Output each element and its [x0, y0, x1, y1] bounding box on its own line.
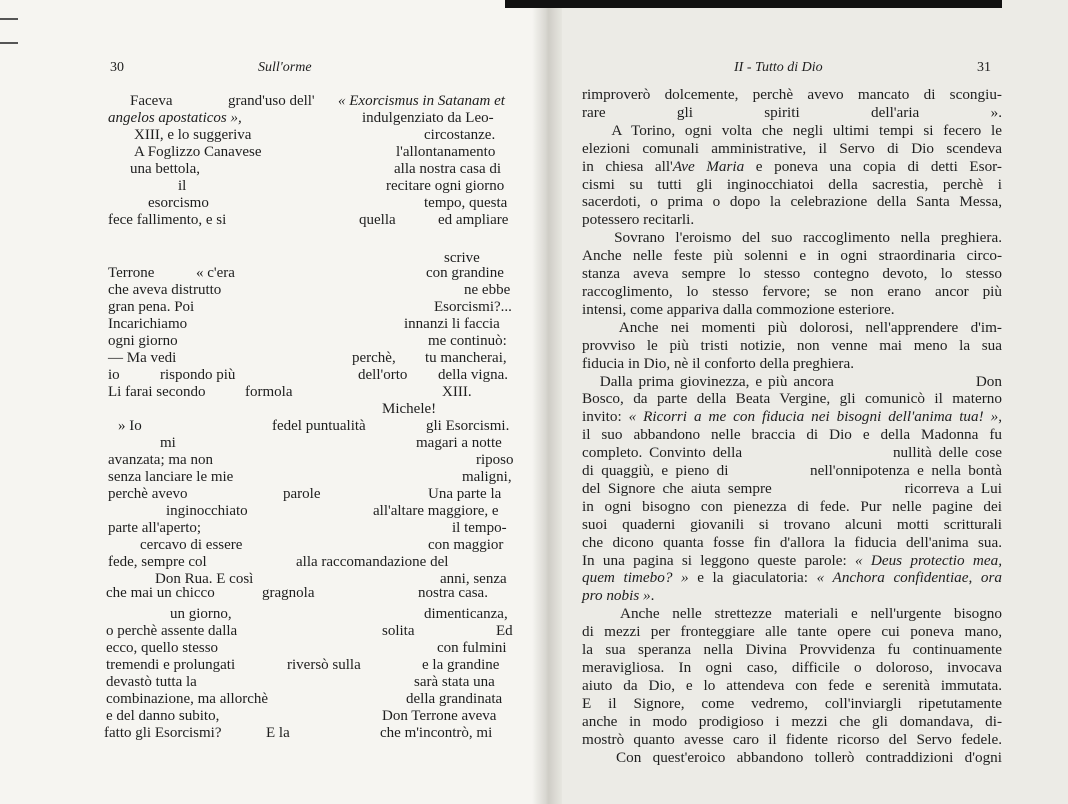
text-line: di quaggiù, e pieno di nell'onnipotenza e nella bontà — [582, 462, 1002, 480]
text-line: elezioni comunali amministrative, il Servo di Dio scendeva — [582, 139, 1002, 157]
text-line: l'allontanamento — [396, 144, 496, 160]
text-line: fiducia in Dio, nè il conforto della preghiera. — [582, 354, 855, 372]
text-line: Bosco, da parte della Beata Vergine, gli comunicò il materno — [582, 390, 1002, 408]
book-gutter — [532, 0, 562, 804]
text-line: sacerdoti, o prima o dopo la celebrazione della Santa Messa, — [582, 193, 1002, 211]
text-line: e del danno subito, — [106, 708, 220, 724]
text-line: A Torino, ogni volta che negli ultimi tempi si fecero le — [582, 121, 1002, 139]
left-page-number: 30 — [110, 60, 124, 75]
text-line: quella — [359, 212, 396, 228]
text-line: tremendi e prolungati — [106, 657, 236, 673]
text-line: « Exorcismus in Satanam et — [338, 93, 505, 109]
text-line: il suo abbandono nelle braccia di Dio e della Madonna fu — [582, 426, 1002, 444]
text-line: che mai un chicco — [106, 585, 215, 601]
text-line: avanzata; ma non — [108, 452, 213, 468]
text-line: circostanze. — [424, 127, 496, 143]
scan-edge-bar — [505, 0, 1002, 8]
text-line: grand'uso dell' — [228, 93, 315, 109]
text-line: raccoglimento, lo stesso fervore; se non erano ancor più — [582, 282, 1002, 300]
text-line: Anche nelle feste più solenni e in ogni straordinaria circo- — [582, 247, 1002, 265]
text-line: della grandinata — [406, 691, 503, 707]
text-line: con maggior — [428, 537, 504, 553]
text-line: Faceva — [130, 93, 173, 109]
text-line: esorcismo — [148, 195, 209, 211]
text-line: potessero recitarli. — [582, 211, 695, 229]
text-line: mi — [160, 435, 176, 451]
text-line: completo. Convinto della nullità delle cose — [582, 444, 1002, 462]
text-line: fedel puntualità — [272, 418, 366, 434]
text-line: rispondo più — [160, 367, 236, 383]
right-running-head: II - Tutto di Dio — [734, 60, 823, 75]
text-line: fece fallimento, e si — [108, 212, 227, 228]
left-running-head: Sull'orme — [258, 60, 312, 75]
text-line: stanza aveva sempre lo stesso contegno devoto, lo stesso — [582, 265, 1002, 283]
text-line: sarà stata una — [414, 674, 495, 690]
text-line: Anche nelle strettezze materiali e nell'urgente bisogno — [582, 605, 1002, 623]
text-line: Una parte la — [428, 486, 502, 502]
text-line: anni, senza — [440, 571, 507, 587]
text-line: che m'incontrò, mi — [380, 725, 493, 741]
text-line: ed ampliare — [438, 212, 509, 228]
text-line: In una pagina si leggono queste parole: « Deus protectio mea, — [582, 551, 1002, 569]
text-line: recitare ogni giorno — [386, 178, 505, 194]
text-line: parte all'aperto; — [108, 520, 202, 536]
text-line: con fulmini — [437, 640, 507, 656]
text-line: del Signore che aiuta sempre ricorreva a Lui — [582, 479, 1002, 497]
text-line: parole — [283, 486, 321, 502]
text-line: dimenticanza, — [424, 606, 508, 622]
text-line: me continuò: — [428, 333, 507, 349]
text-line: — Ma vedi — [108, 350, 177, 366]
text-line: Don Rua. E così — [155, 571, 254, 587]
text-line: ne ebbe — [464, 282, 511, 298]
right-page-text — [582, 86, 1002, 766]
text-line: nostra casa. — [418, 585, 488, 601]
text-line: io — [108, 367, 120, 383]
text-line: di mezzi per fronteggiare alle tante opere cui poneva mano, — [582, 623, 1002, 641]
text-line: la sua speranza nella Divina Provvidenza fu continuamente — [582, 641, 1002, 659]
text-line: E il Signore, come vedremo, coll'inviargli ripetutamente — [582, 694, 1002, 712]
scan-edge-mark — [0, 18, 18, 44]
text-line: anche in modo prodigioso i mezzi che gli domandava, di- — [582, 712, 1002, 730]
text-line: rimproverò dolcemente, perchè avevo mancato di scongiu- — [582, 86, 1002, 103]
text-line: provviso le più tristi notizie, non venne mai meno la sua — [582, 336, 1002, 354]
text-line: che aveva distrutto — [108, 282, 222, 298]
text-line: alla raccomandazione del — [296, 554, 449, 570]
text-line: una bettola, — [130, 161, 200, 177]
text-line: Dalla prima giovinezza, e più ancora Don — [582, 372, 1002, 390]
text-line: ecco, quello stesso — [106, 640, 219, 656]
text-line: Don Terrone aveva — [382, 708, 497, 724]
text-line: all'altare maggiore, e — [373, 503, 499, 519]
text-line: il tempo- — [452, 520, 507, 536]
text-line: maligni, — [462, 469, 512, 485]
text-line: gran pena. Poi — [108, 299, 195, 315]
text-line: gli Esorcismi. — [426, 418, 510, 434]
text-line: inginocchiato — [166, 503, 248, 519]
text-line: senza lanciare le mie — [108, 469, 234, 485]
text-line: meravigliosa. In ogni caso, difficile o doloroso, invocava — [582, 659, 1002, 676]
text-line: solita — [382, 623, 415, 639]
text-line: o perchè assente dalla — [106, 623, 238, 639]
text-line: gragnola — [262, 585, 315, 601]
text-line: tempo, questa — [424, 195, 508, 211]
text-line: perchè avevo — [108, 486, 188, 502]
text-line: mostrò quanto avesse caro il fidente ricorso del Servo fedele. — [582, 730, 1002, 748]
text-line: devastò tutta la — [106, 674, 197, 690]
text-line: in ogni bisogno con pienezza di fede. Pur nelle pagine dei — [582, 497, 1002, 515]
right-page-number: 31 — [977, 60, 991, 75]
text-line: Ed — [496, 623, 513, 639]
text-line: Terrone — [108, 265, 155, 281]
text-line: un giorno, — [170, 606, 232, 622]
text-line: fede, sempre col — [108, 554, 207, 570]
text-line: riposo — [476, 452, 514, 468]
text-line: XIII. — [442, 384, 472, 400]
text-line: della vigna. — [438, 367, 508, 383]
text-line: ogni giorno — [108, 333, 178, 349]
text-line: intensi, come appariva dalla commozione esteriore. — [582, 300, 895, 318]
text-line: Michele! — [382, 401, 437, 417]
text-line: formola — [245, 384, 293, 400]
text-line: in chiesa all'Ave Maria e poneva una copia di detti Esor- — [582, 157, 1002, 175]
text-line: Esorcismi?... — [434, 299, 512, 315]
text-line: Li farai secondo — [108, 384, 206, 400]
text-line: dell'orto — [358, 367, 408, 383]
text-line: il — [178, 178, 187, 194]
text-line: scrive — [444, 250, 480, 266]
text-line: XIII, e lo suggeriva — [134, 127, 252, 143]
text-line: indulgenziato da Leo- — [362, 110, 494, 126]
text-line: invito: « Ricorri a me con fiducia nei bisogni dell'anima tua! », — [582, 408, 1002, 426]
text-line: Incarichiamo — [108, 316, 188, 332]
text-line: angelos apostaticos », — [108, 110, 242, 126]
text-line: innanzi li faccia — [404, 316, 500, 332]
text-line: Anche nei momenti più dolorosi, nell'apprendere d'im- — [582, 318, 1002, 336]
text-line: alla nostra casa di — [394, 161, 502, 177]
text-line: e la grandine — [422, 657, 500, 673]
text-line: tu mancherai, — [425, 350, 507, 366]
text-line: riversò sulla — [287, 657, 361, 673]
text-line: che dicono quanta fosse fin d'allora la fiducia dell'anima sua. — [582, 533, 1002, 551]
text-line: Con quest'eroico abbandono tollerò contraddizioni d'ogni — [582, 748, 1002, 766]
text-line: fatto gli Esorcismi? — [104, 725, 222, 741]
text-line: rare gli spiriti dell'aria ». — [582, 103, 1002, 121]
text-line: « c'era — [196, 265, 235, 281]
text-line: pro nobis ». — [582, 587, 655, 605]
text-line: cercavo di essere — [140, 537, 243, 553]
text-line: E la — [266, 725, 290, 741]
text-line: suoi quaderni giovanili si trovano alcuni motti scritturali — [582, 515, 1002, 533]
text-line: cismi su tutti gli inginocchiatoi della sacrestia, perchè i — [582, 175, 1002, 193]
text-line: quem timebo? » e la giaculatoria: « Anchora confidentiae, ora — [582, 569, 1003, 587]
text-line: perchè, — [352, 350, 396, 366]
text-line: con grandine — [426, 265, 504, 281]
text-line: aiuto da Dio, e lo attendeva con fede e serenità immutata. — [582, 676, 1002, 694]
text-line: combinazione, ma allorchè — [106, 691, 269, 707]
text-line: magari a notte — [416, 435, 502, 451]
text-line: Sovrano l'eroismo del suo raccoglimento nella preghiera. — [582, 229, 1002, 247]
text-line: A Foglizzo Canavese — [134, 144, 262, 160]
text-line: » Io — [118, 418, 142, 434]
